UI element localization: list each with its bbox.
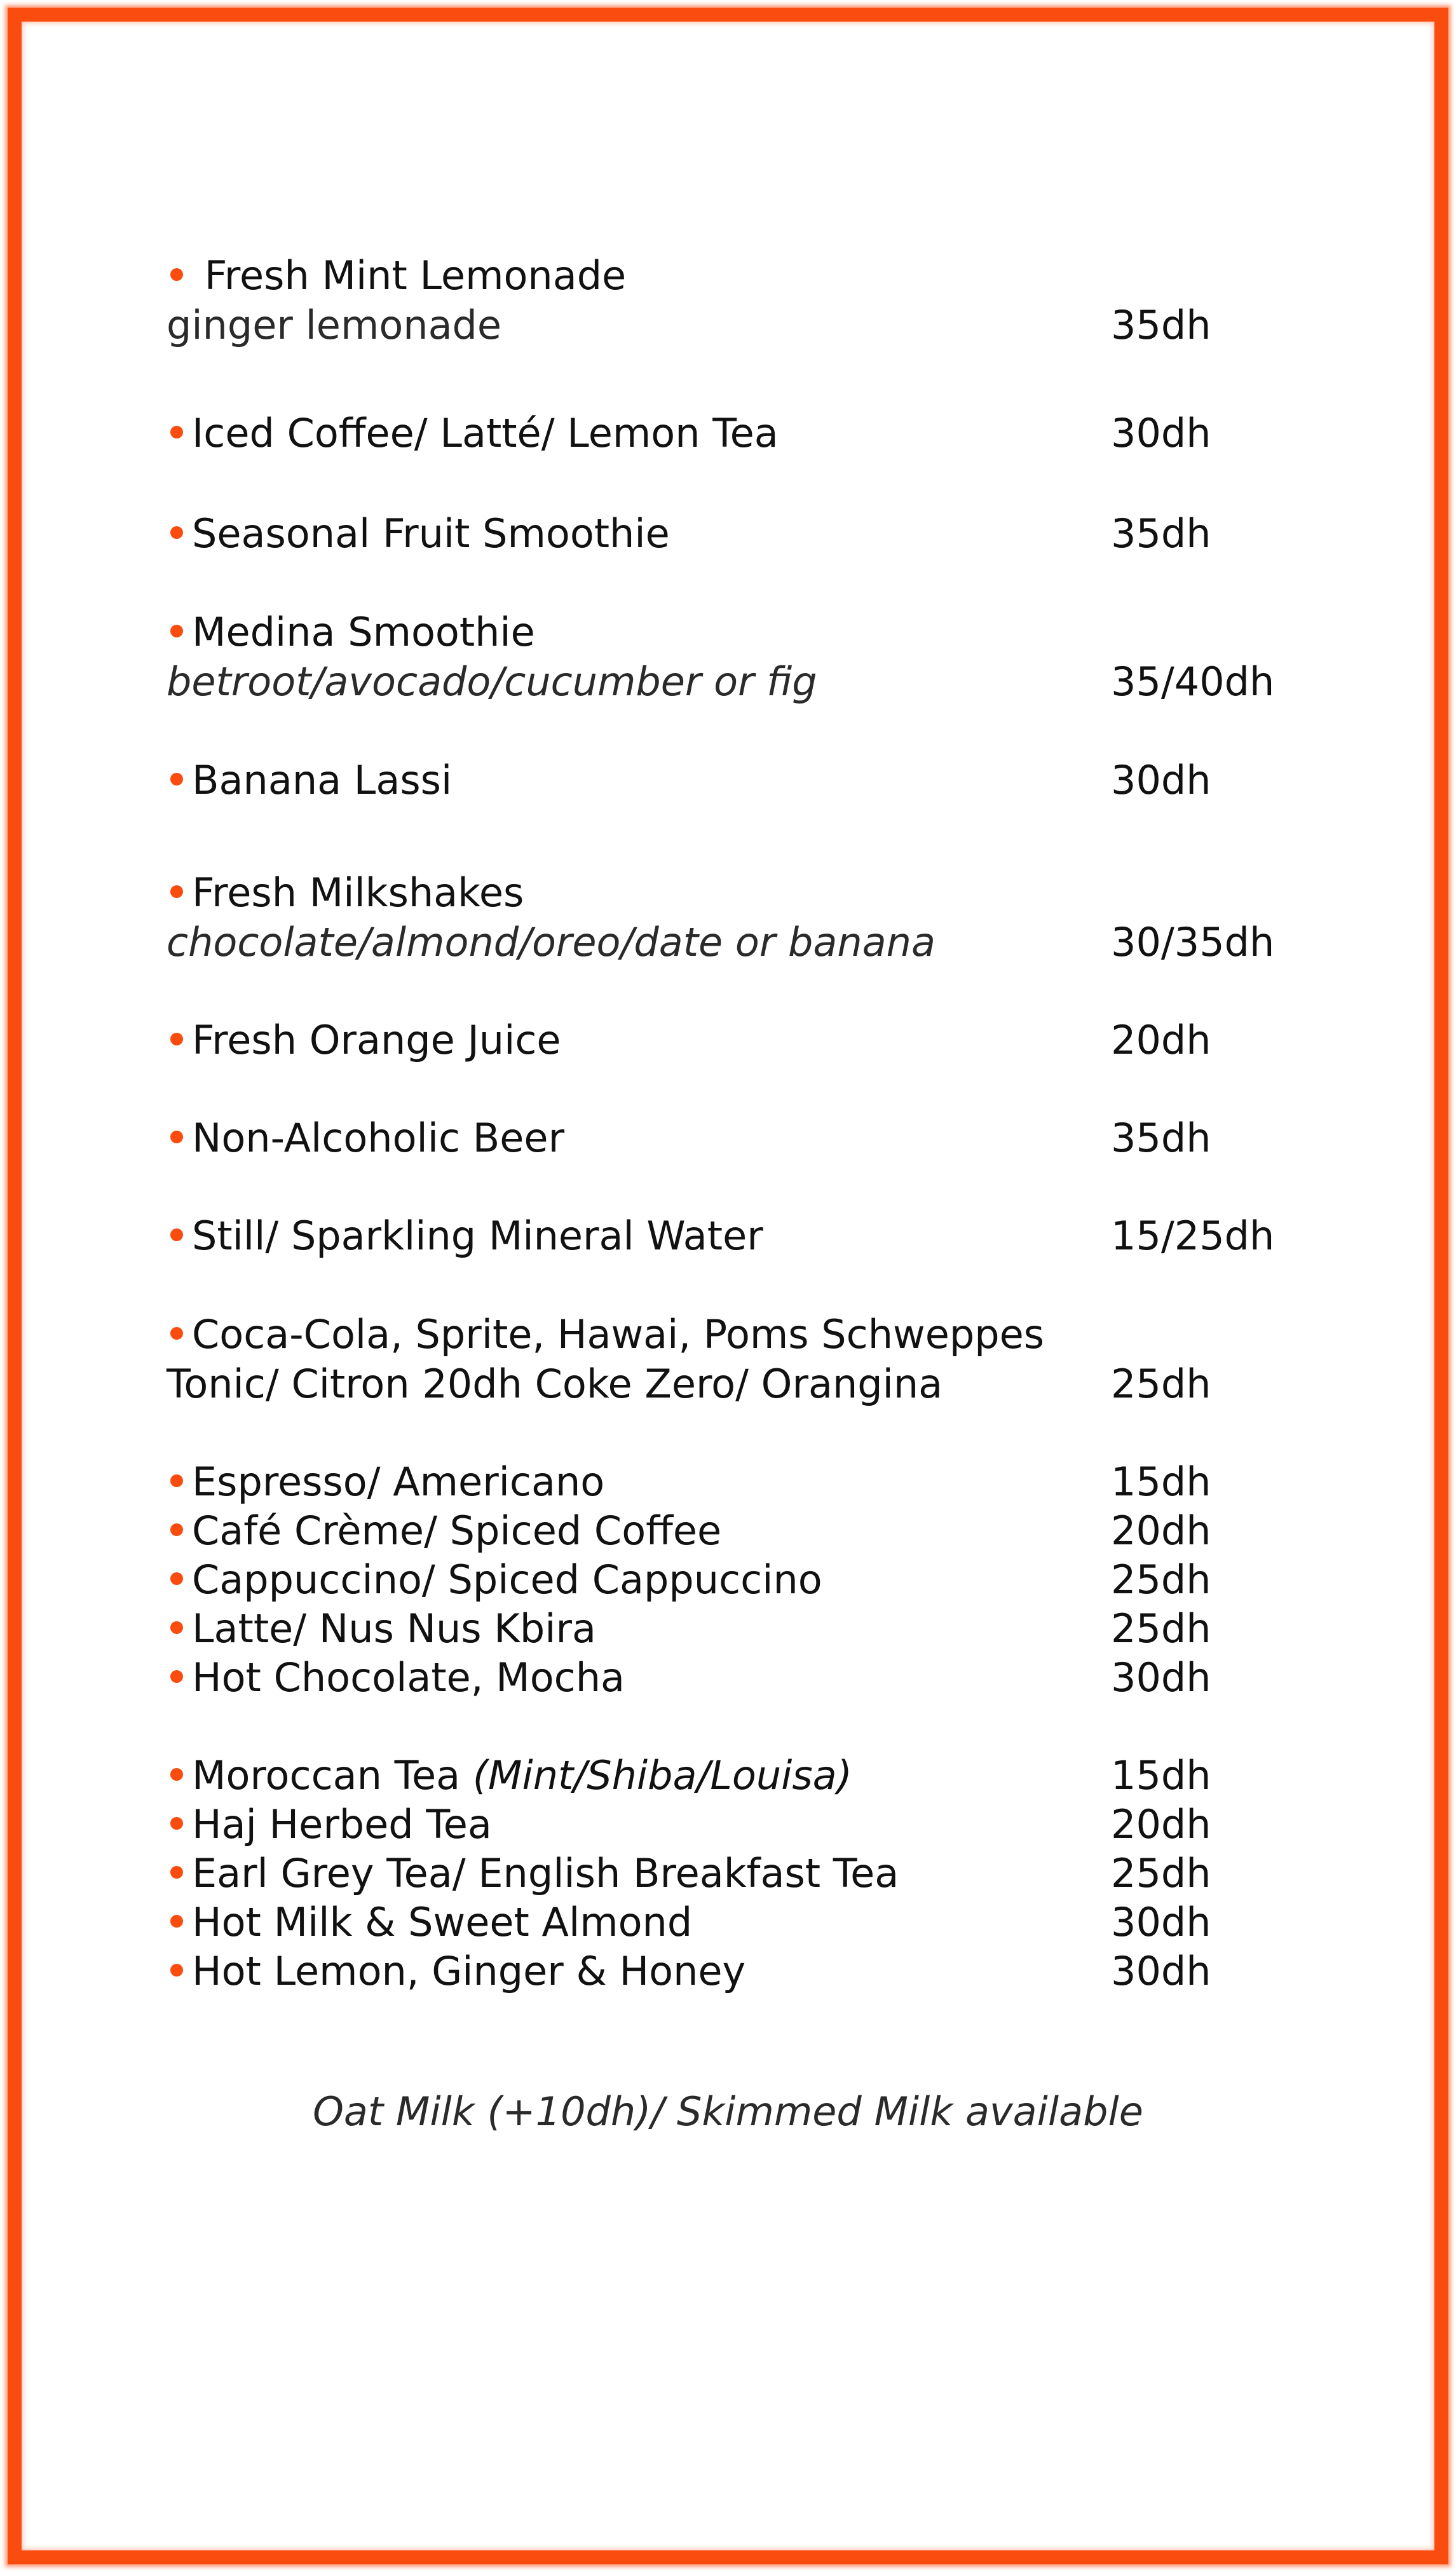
menu-item-banana-lassi xyxy=(0,756,1456,805)
menu-item-medina-smoothie xyxy=(0,608,1456,657)
menu-item-coffee xyxy=(0,1457,1456,1507)
menu-item-price: 25dh xyxy=(1111,1850,1211,1896)
menu-item-price: 35dh xyxy=(1111,302,1211,348)
menu-item-name: Seasonal Fruit Smoothie xyxy=(170,509,670,559)
bullet-icon xyxy=(170,1033,183,1045)
menu-item-name: Moroccan Tea (Mint/Shiba/Louisa) xyxy=(170,1751,852,1800)
menu-item-tea xyxy=(0,1898,1456,1947)
menu-item-price: 15dh xyxy=(1111,1459,1211,1505)
menu-item-price: 15/25dh xyxy=(1111,1213,1275,1259)
menu-item-water xyxy=(0,1211,1456,1261)
menu-item-description: chocolate/almond/oreo/date or banana xyxy=(167,919,936,965)
menu-item-sodas xyxy=(0,1310,1456,1359)
menu-item-description: Tonic/ Citron 20dh Coke Zero/ Orangina xyxy=(167,1361,943,1407)
bullet-icon xyxy=(170,268,183,281)
menu-item-name: Coca-Cola, Sprite, Hawai, Poms Schweppes xyxy=(170,1310,1044,1359)
bullet-icon xyxy=(170,1474,183,1487)
bullet-icon xyxy=(170,1964,183,1977)
menu-item-tea xyxy=(0,1849,1456,1898)
menu-item-variants: (Mint/Shiba/Louisa) xyxy=(472,1752,852,1799)
menu-item-price: 35dh xyxy=(1111,1115,1211,1161)
menu-item-milkshakes-detail xyxy=(0,918,1456,967)
menu-item-price: 35dh xyxy=(1111,510,1211,557)
menu-item-name: Fresh Orange Juice xyxy=(170,1016,561,1065)
menu-item-medina-smoothie-detail xyxy=(0,657,1456,707)
menu-item-price: 20dh xyxy=(1111,1801,1211,1847)
menu-item-price: 20dh xyxy=(1111,1017,1211,1063)
menu-item-description: betroot/avocado/cucumber or fig xyxy=(167,658,817,705)
bullet-icon xyxy=(170,1768,183,1781)
menu-item-coffee xyxy=(0,1604,1456,1654)
menu-item-price: 30dh xyxy=(1111,1948,1211,1994)
menu-item-price: 15dh xyxy=(1111,1752,1211,1799)
menu-item-name: Café Crème/ Spiced Coffee xyxy=(170,1506,721,1556)
menu-item-name: Hot Chocolate, Mocha xyxy=(170,1653,625,1703)
bullet-icon xyxy=(170,1866,183,1879)
menu-item-name: Earl Grey Tea/ English Breakfast Tea xyxy=(170,1849,899,1898)
menu-item-fruit-smoothie xyxy=(0,509,1456,559)
bullet-icon xyxy=(170,885,183,898)
menu-item-name: Fresh Mint Lemonade xyxy=(170,251,626,301)
menu-item-coffee xyxy=(0,1506,1456,1556)
bullet-icon xyxy=(170,625,183,637)
menu-item-name: Hot Milk & Sweet Almond xyxy=(170,1898,692,1947)
menu-item-beer xyxy=(0,1113,1456,1163)
menu-item-coffee xyxy=(0,1653,1456,1703)
menu-item-price: 30dh xyxy=(1111,1899,1211,1945)
menu-item-name: Cappuccino/ Spiced Cappuccino xyxy=(170,1555,822,1605)
bullet-icon xyxy=(170,1915,183,1928)
menu-item-price: 30dh xyxy=(1111,757,1211,803)
menu-item-name: Haj Herbed Tea xyxy=(170,1800,492,1849)
menu-item-price: 25dh xyxy=(1111,1605,1211,1652)
menu-item-name: Latte/ Nus Nus Kbira xyxy=(170,1604,596,1654)
menu-item-name: Banana Lassi xyxy=(170,756,452,805)
menu-item-sodas-detail xyxy=(0,1359,1456,1409)
menu-item-price: 30dh xyxy=(1111,410,1211,456)
menu-item-orange-juice xyxy=(0,1016,1456,1065)
menu-item-name: Medina Smoothie xyxy=(170,608,535,657)
menu-item-price: 25dh xyxy=(1111,1556,1211,1603)
bullet-icon xyxy=(170,1817,183,1830)
menu-item-name: Iced Coffee/ Latté/ Lemon Tea xyxy=(170,409,779,458)
menu-item-lemonade-detail xyxy=(0,301,1456,350)
menu-item-price: 25dh xyxy=(1111,1361,1211,1407)
menu-item-lemonade xyxy=(0,251,1456,301)
menu-item-name: Espresso/ Americano xyxy=(170,1457,604,1507)
bullet-icon xyxy=(170,1670,183,1683)
menu-item-tea xyxy=(0,1800,1456,1849)
menu-item-tea xyxy=(0,1751,1456,1800)
menu-item-price: 30/35dh xyxy=(1111,919,1275,965)
menu-item-iced-coffee xyxy=(0,409,1456,458)
bullet-icon xyxy=(170,1327,183,1340)
menu-item-description: ginger lemonade xyxy=(167,302,502,348)
bullet-icon xyxy=(170,426,183,439)
bullet-icon xyxy=(170,526,183,539)
menu-item-name: Still/ Sparkling Mineral Water xyxy=(170,1211,763,1261)
menu-item-tea xyxy=(0,1947,1456,1996)
menu-item-price: 20dh xyxy=(1111,1507,1211,1554)
menu-item-price: 35/40dh xyxy=(1111,658,1275,705)
menu-item-price: 30dh xyxy=(1111,1654,1211,1701)
footer-note: Oat Milk (+10dh)/ Skimmed Milk available xyxy=(313,2088,1143,2135)
bullet-icon xyxy=(170,1572,183,1585)
menu-item-name: Hot Lemon, Ginger & Honey xyxy=(170,1947,745,1996)
bullet-icon xyxy=(170,1228,183,1241)
bullet-icon xyxy=(170,1131,183,1143)
bullet-icon xyxy=(170,773,183,786)
menu-item-milkshakes xyxy=(0,868,1456,918)
menu-item-name: Non-Alcoholic Beer xyxy=(170,1113,564,1163)
bullet-icon xyxy=(170,1621,183,1634)
menu-item-name: Fresh Milkshakes xyxy=(170,868,524,918)
bullet-icon xyxy=(170,1523,183,1536)
menu-item-coffee xyxy=(0,1555,1456,1605)
